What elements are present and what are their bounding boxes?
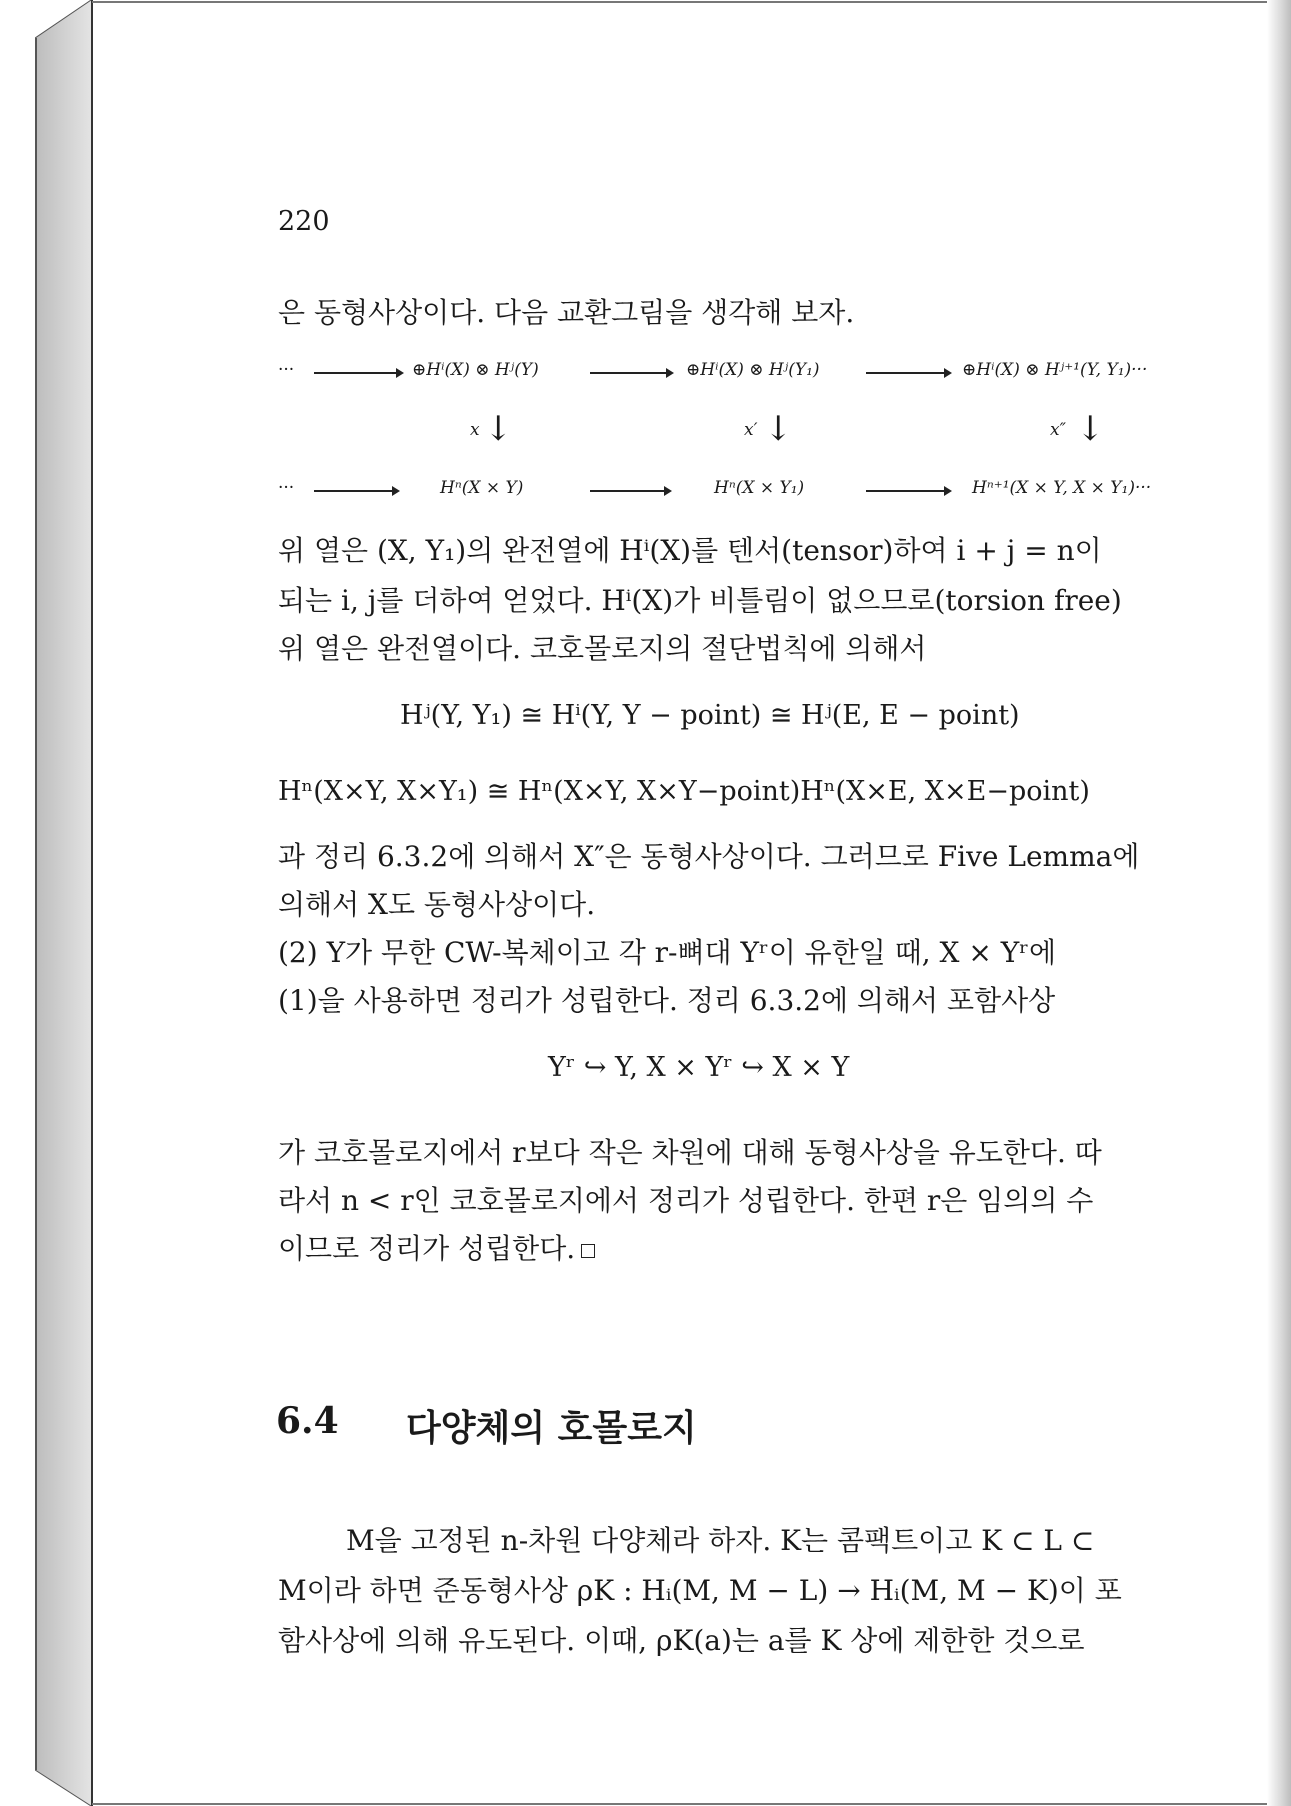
paragraph-line: 라서 n < r인 코호몰로지에서 정리가 성립한다. 한편 r은 임의의 수 — [278, 1184, 1094, 1217]
paragraph-line-end — [278, 1224, 595, 1274]
diagram-bottom-1: Hⁿ(X × Y) — [440, 478, 524, 498]
map-label-x-prime: x′ — [744, 420, 758, 440]
arrow-down: ↓ — [484, 409, 513, 449]
diagram-bottom-2: Hⁿ(X × Y₁) — [714, 478, 805, 498]
map-label-x: x — [470, 420, 480, 440]
arrow-right — [590, 372, 672, 374]
section-number: 6.4 — [276, 1400, 339, 1442]
page-number: 220 — [278, 206, 330, 237]
arrow-right — [314, 490, 398, 492]
diagram-top-1: ⊕Hⁱ(X) ⊗ Hʲ(Y) — [412, 360, 539, 380]
paragraph-intro: 은 동형사상이다. 다음 교환그림을 생각해 보자. — [278, 296, 855, 329]
equation-1: Hʲ(Y, Y₁) ≅ Hⁱ(Y, Y − point) ≅ Hʲ(E, E − point) — [400, 700, 1020, 731]
paragraph-line: 과 정리 6.3.2에 의해서 X″은 동형사상이다. 그러므로 Five Lemma에 — [278, 840, 1140, 873]
qed-square-icon — [581, 1244, 595, 1258]
paragraph-line: 위 열은 (X, Y₁)의 완전열에 Hⁱ(X)를 텐서(tensor)하여 i + j = n이 — [278, 534, 1102, 567]
page-edge-shadow — [1267, 0, 1291, 1806]
paragraph-text: 이므로 정리가 성립한다. — [278, 1232, 576, 1265]
paragraph-line: 가 코호몰로지에서 r보다 작은 차원에 대해 동형사상을 유도한다. 따 — [278, 1136, 1102, 1169]
paragraph-line: M이라 하면 준동형사상 ρK : Hᵢ(M, M − L) → Hᵢ(M, M − K)이 포 — [278, 1574, 1122, 1607]
paragraph-line: 함사상에 의해 유도된다. 이때, ρK(a)는 a를 K 상에 제한한 것으로 — [278, 1624, 1085, 1657]
equation-2: Hⁿ(X×Y, X×Y₁) ≅ Hⁿ(X×Y, X×Y−point)Hⁿ(X×E, X×E−point) — [278, 776, 1090, 807]
diagram-top-3: ⊕Hⁱ(X) ⊗ Hʲ⁺¹(Y, Y₁)··· — [962, 360, 1148, 380]
paragraph-line: (1)을 사용하면 정리가 성립한다. 정리 6.3.2에 의해서 포함사상 — [278, 984, 1056, 1017]
paragraph-line: 의해서 X도 동형사상이다. — [278, 888, 596, 921]
diagram-top-2: ⊕Hⁱ(X) ⊗ Hʲ(Y₁) — [686, 360, 820, 380]
arrow-right — [866, 490, 950, 492]
paragraph-line: (2) Y가 무한 CW-복체이고 각 r-뼈대 Yʳ이 유한일 때, X × Yʳ에 — [278, 936, 1056, 969]
arrow-down: ↓ — [1076, 409, 1105, 449]
equation-3: Yʳ ↪ Y, X × Yʳ ↪ X × Y — [548, 1052, 850, 1083]
diagram-bottom-3: Hⁿ⁺¹(X × Y, X × Y₁)··· — [972, 478, 1152, 498]
paragraph-line: M을 고정된 n-차원 다양체라 하자. K는 콤팩트이고 K ⊂ L ⊂ — [346, 1524, 1095, 1557]
arrow-right — [590, 490, 670, 492]
paragraph-line: 되는 i, j를 더하여 얻었다. Hⁱ(X)가 비틀림이 없으므로(torsion free) — [278, 584, 1122, 617]
map-label-x-double-prime: x″ — [1050, 420, 1066, 440]
section-title: 다양체의 호몰로지 — [406, 1407, 697, 1449]
arrow-right — [314, 372, 402, 374]
paragraph-line: 위 열은 완전열이다. 코호몰로지의 절단법칙에 의해서 — [278, 632, 927, 665]
diagram-dots-top: ··· — [278, 360, 295, 380]
arrow-down: ↓ — [764, 409, 793, 449]
diagram-dots-bottom: ··· — [278, 478, 295, 498]
arrow-right — [866, 372, 950, 374]
